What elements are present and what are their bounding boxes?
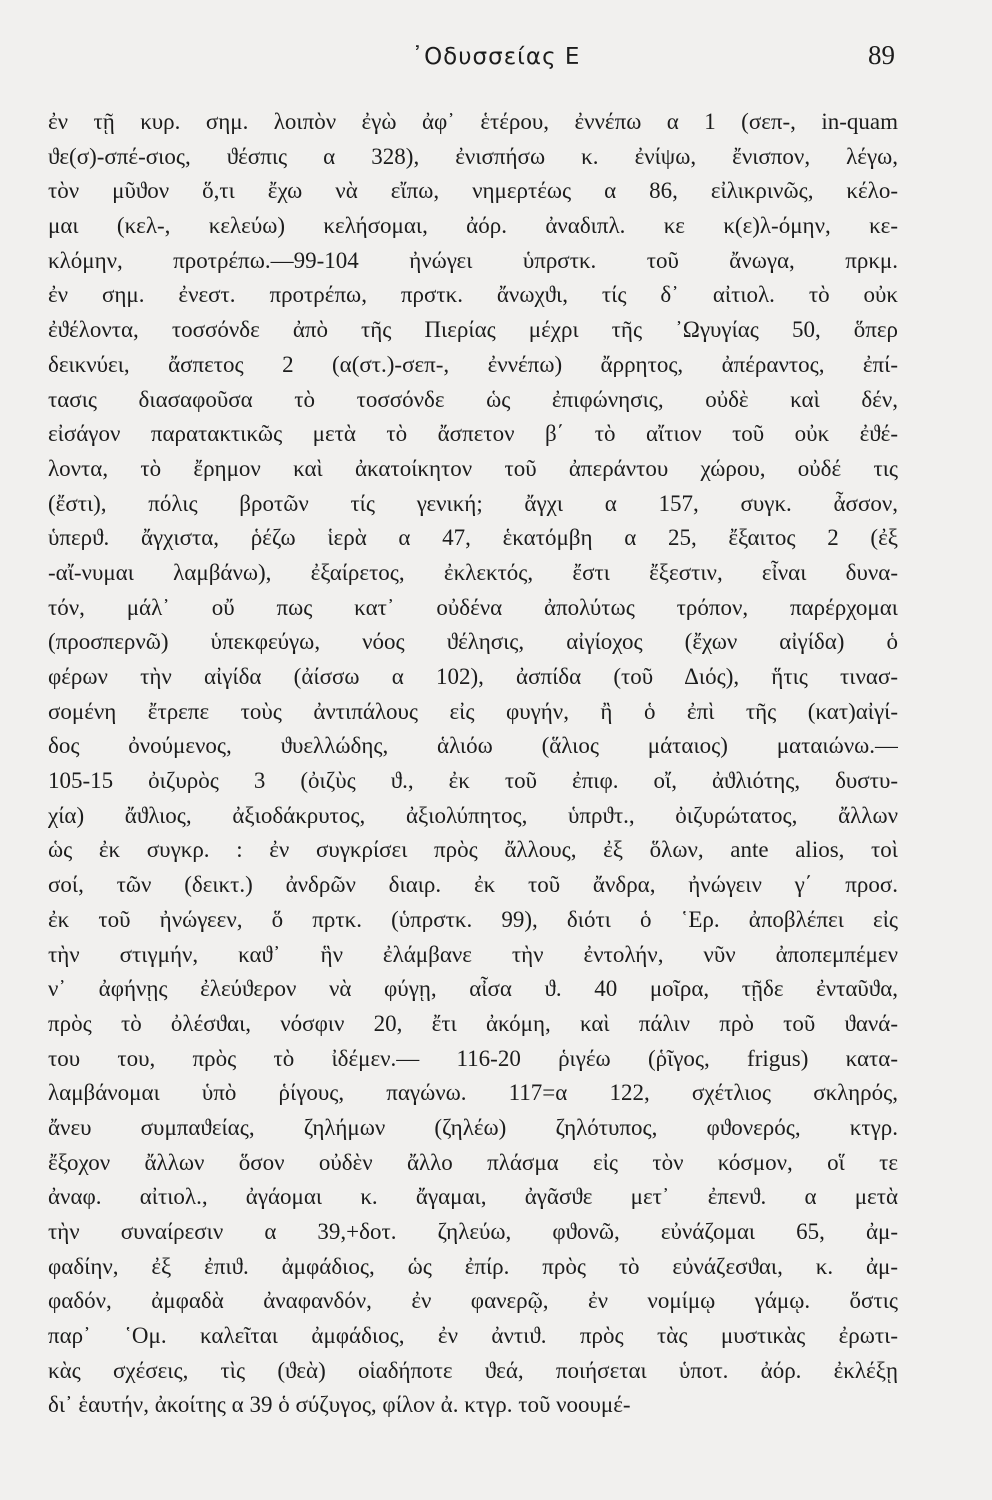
text-line: δεικνύει, ἄσπετος 2 (α(στ.)-σεπ-, ἐννέπω) ἄρρητος, ἀπέραντος, ἐπί-: [48, 351, 898, 377]
text-line: φαδίην, ἐξ ἐπιϑ. ἀμφάδιος, ὡς ἐπίρ. πρὸς τὸ εὐνάζεσϑαι, κ. ἀμ-: [48, 1253, 898, 1279]
text-line: τόν, μάλ᾽ οὔ πως κατ᾽ οὐδένα ἀπολύτως τρόπον, παρέρχομαι: [48, 594, 898, 620]
text-line: σομένη ἔτρεπε τοὺς ἀντιπάλους εἰς φυγήν, ἢ ὁ ἐπὶ τῆς (κατ)αἰγί-: [48, 698, 898, 724]
text-line: παρ᾽ ῾Ομ. καλεῖται ἀμφάδιος, ἐν ἀντιϑ. πρὸς τὰς μυστικὰς ἐρωτι-: [48, 1323, 898, 1349]
text-line: φαδόν, ἀμφαδὰ ἀναφανδόν, ἐν φανερῷ, ἐν νομίμῳ γάμῳ. ὅστις: [48, 1288, 898, 1314]
text-line: -αἴ-νυμαι λαμβάνω), ἐξαίρετος, ἐκλεκτός, ἔστι ἔξεστιν, εἶναι δυνα-: [48, 559, 898, 585]
text-line: πρὸς τὸ ὀλέσϑαι, νόσφιν 20, ἔτι ἀκόμη, καὶ πάλιν πρὸ τοῦ ϑανά-: [48, 1010, 898, 1036]
text-line: δι᾽ ἑαυτήν, ἀκοίτης α 39 ὁ σύζυγος, φίλον ἀ. κτγρ. τοῦ νοουμέ-: [48, 1392, 631, 1418]
text-line: τὴν συναίρεσιν α 39,+δοτ. ζηλεύω, φϑονῶ, εὐνάζομαι 65, ἀμ-: [48, 1219, 898, 1244]
text-line: ἐν σημ. ἐνεστ. προτρέπω, πρστκ. ἄνωχϑι, τίς δ᾽ αἰτιολ. τὸ οὐκ: [48, 282, 898, 308]
text-line: ἐν τῇ κυρ. σημ. λοιπὸν ἐγὼ ἀφ᾽ ἑτέρου, ἐννέπω α 1 (σεπ-, in-quam: [48, 109, 898, 134]
text-line: (προσπερνῶ) ὑπεκφεύγω, νόος ϑέλησις, αἰγίοχος (ἔχων αἰγίδα) ὁ: [48, 629, 898, 655]
text-line: τὸν μῦϑον ὅ,τι ἔχω νὰ εἴπω, νημερτέως α 86, εἰλικρινῶς, κέλο-: [48, 178, 898, 204]
text-line: τασις διασαφοῦσα τὸ τοσσόνδε ὡς ἐπιφώνησις, οὐδὲ καὶ δέν,: [48, 386, 898, 412]
text-line: λαμβάνομαι ὑπὸ ῥίγους, παγώνω. 117=α 122, σχέτλιος σκληρός,: [48, 1080, 898, 1106]
text-line: κὰς σχέσεις, τὶς (ϑεὰ) οἱαδήποτε ϑεά, ποιήσεται ὑποτ. ἀόρ. ἐκλέξῃ: [48, 1357, 898, 1383]
text-line: χία) ἄϑλιος, ἀξιοδάκρυτος, ἀξιολύπητος, ὑπρϑτ., ὀιζυρώτατος, ἄλλων: [48, 802, 898, 828]
text-line: ϑε(σ)-σπέ-σιος, ϑέσπις α 328), ἐνισπήσω κ. ἐνίψω, ἔνισπον, λέγω,: [48, 143, 898, 169]
text-line: λοντα, τὸ ἔρημον καὶ ἀκατοίκητον τοῦ ἀπεράντου χώρου, οὐδέ τις: [48, 455, 898, 481]
text-line: ἐκ τοῦ ἠνώγεεν, ὅ πρτκ. (ὑπρστκ. 99), διότι ὁ ῾Ερ. ἀποβλέπει εἰς: [48, 906, 898, 932]
text-line: σοί, τῶν (δεικτ.) ἀνδρῶν διαιρ. ἐκ τοῦ ἄνδρα, ἠνώγειν γ΄ προσ.: [48, 872, 898, 898]
text-line: ἐϑέλοντα, τοσσόνδε ἀπὸ τῆς Πιερίας μέχρι τῆς ᾿Ωγυγίας 50, ὅπερ: [48, 317, 898, 343]
text-line: τὴν στιγμήν, καϑ᾽ ἣν ἐλάμβανε τὴν ἐντολήν, νῦν ἀποπεμπέμεν: [48, 941, 898, 967]
running-title: ᾿Οδυσσείας Ε: [411, 44, 581, 70]
text-line: ἔξοχον ἄλλων ὅσον οὐδὲν ἄλλο πλάσμα εἰς τὸν κόσμον, οἵ τε: [48, 1149, 898, 1175]
text-line: ἄνευ συμπαϑείας, ζηλήμων (ζηλέω) ζηλότυπος, φϑονερός, κτγρ.: [48, 1114, 898, 1140]
text-line: κλόμην, προτρέπω.—99-104 ἠνώγει ὑπρστκ. τοῦ ἄνωγα, πρκμ.: [48, 247, 898, 273]
text-line: του του, πρὸς τὸ ἰδέμεν.— 116-20 ῥιγέω (ῥῖγος, frigus) κατα-: [48, 1045, 898, 1071]
text-line: εἰσάγον παρατακτικῶς μετὰ τὸ ἄσπετον β΄ τὸ αἴτιον τοῦ οὐκ ἐϑέ-: [48, 421, 898, 447]
text-line: (ἔστι), πόλις βροτῶν τίς γενική; ἄγχι α 157, συγκ. ἆσσον,: [48, 490, 898, 516]
commentary-text: [48, 105, 898, 1423]
text-line: ἀναφ. αἰτιολ., ἀγάομαι κ. ἄγαμαι, ἀγᾶσϑε μετ᾽ ἐπενϑ. α μετὰ: [48, 1184, 898, 1210]
page-number: 89: [868, 40, 895, 70]
text-line: ν᾽ ἀφήνῃς ἐλεύϑερον νὰ φύγῃ, αἶσα ϑ. 40 μοῖρα, τῇδε ἐνταῦϑα,: [48, 976, 898, 1002]
text-line: δος ὀνούμενος, ϑυελλώδης, ἁλιόω (ἅλιος μάταιος) ματαιώνω.—: [48, 733, 898, 759]
text-line: ὑπερϑ. ἄγχιστα, ῥέζω ἱερὰ α 47, ἑκατόμβη α 25, ἔξαιτος 2 (ἐξ: [48, 525, 898, 551]
text-line: φέρων τὴν αἰγίδα (ἀίσσω α 102), ἀσπίδα (τοῦ Διός), ἥτις τινασ-: [48, 664, 898, 689]
text-line: 105-15 ὀιζυρὸς 3 (ὀιζὺς ϑ., ἐκ τοῦ ἐπιφ. οἴ, ἀϑλιότης, δυστυ-: [48, 768, 898, 794]
text-line: μαι (κελ-, κελεύω) κελήσομαι, ἀόρ. ἀναδιπλ. κε κ(ε)λ-όμην, κε-: [48, 213, 898, 239]
text-line: ὡς ἐκ συγκρ. : ἐν συγκρίσει πρὸς ἄλλους, ἐξ ὅλων, ante alios, τοὶ: [48, 837, 898, 863]
